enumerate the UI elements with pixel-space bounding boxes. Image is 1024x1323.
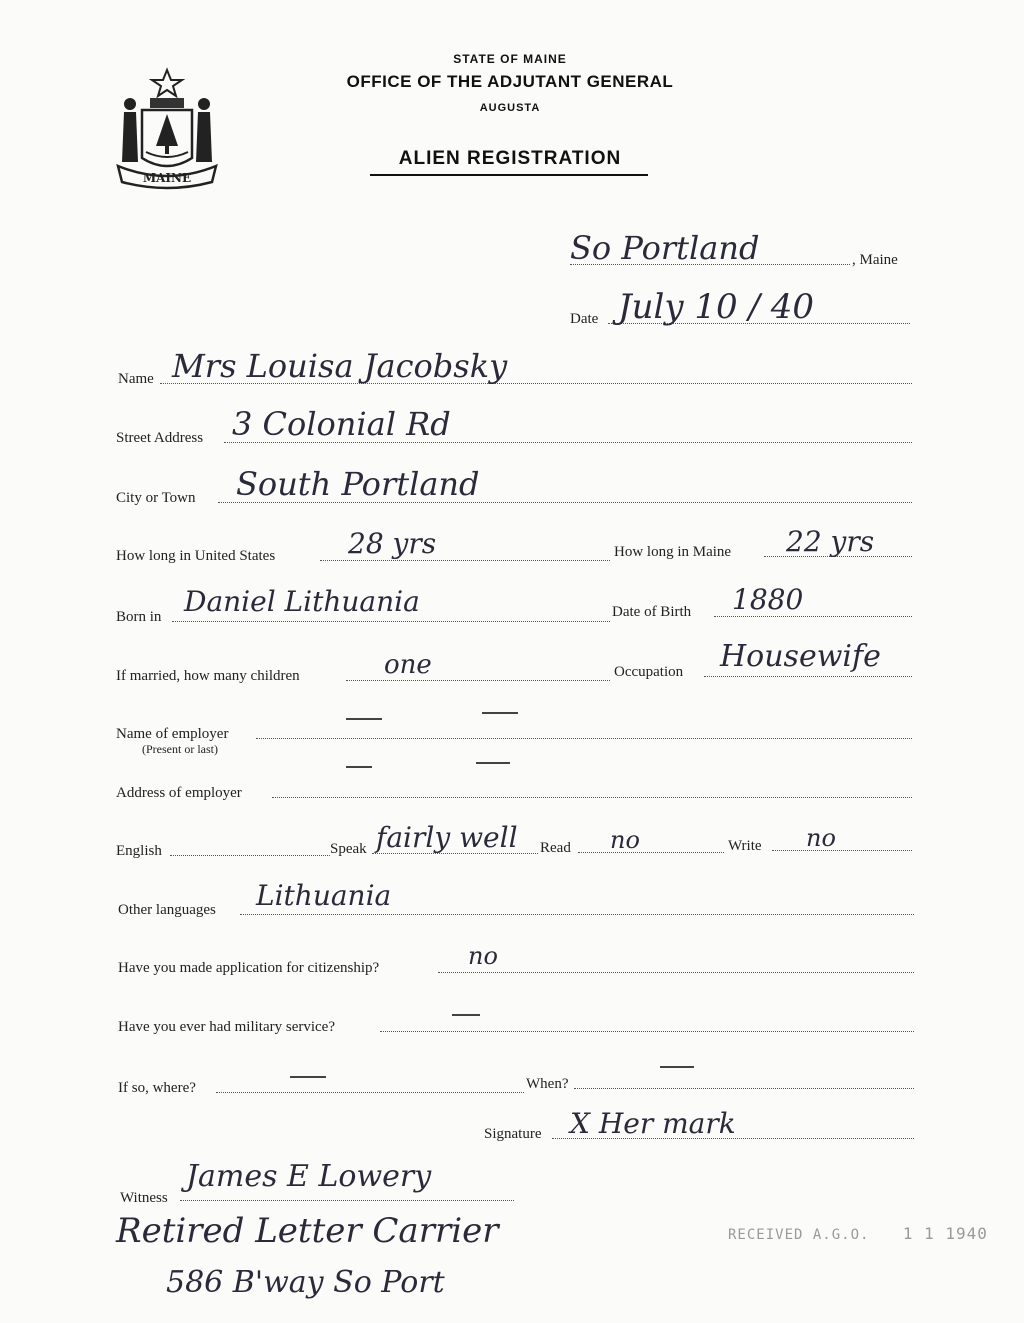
received-stamp-text: RECEIVED A.G.O. (728, 1227, 870, 1243)
form-title: ALIEN REGISTRATION (398, 148, 622, 169)
witness-address: 586 B'way So Port (166, 1265, 445, 1300)
military-line (380, 1031, 914, 1032)
children-line (346, 680, 610, 681)
employer-address-dash-1 (346, 766, 372, 768)
employer-dash-2 (482, 712, 518, 714)
witness-title: Retired Letter Carrier (116, 1211, 499, 1251)
employer-address-label: Address of employer (116, 785, 242, 801)
read-label: Read (540, 840, 571, 856)
where-label: If so, where? (118, 1080, 196, 1096)
us-duration-label: How long in United States (116, 548, 276, 564)
speak-label: Speak (330, 841, 367, 857)
employer-address-dash-2 (476, 762, 510, 764)
name-label: Name (118, 371, 154, 387)
employer-dash-1 (346, 718, 382, 720)
dob-label: Date of Birth (612, 604, 692, 620)
name-value: Mrs Louisa Jacobsky (172, 347, 508, 385)
speak-value: fairly well (376, 821, 518, 854)
where-line (216, 1092, 524, 1093)
maine-label: , Maine (852, 252, 898, 268)
header-city: AUGUSTA (479, 102, 541, 114)
employer-sublabel: (Present or last) (142, 742, 218, 756)
witness-line (180, 1200, 514, 1201)
citizenship-value: no (468, 942, 498, 970)
us-duration-value: 28 yrs (348, 527, 437, 560)
english-line (170, 855, 330, 856)
occupation-value: Housewife (720, 639, 881, 674)
city-value: South Portland (236, 465, 480, 503)
signature-value: X Her mark (570, 1107, 736, 1140)
received-stamp (728, 1224, 988, 1243)
read-value: no (610, 826, 640, 854)
write-label: Write (728, 838, 762, 854)
where-dash (290, 1076, 326, 1078)
header-state: STATE OF MAINE (453, 52, 567, 66)
when-label: When? (526, 1076, 569, 1092)
read-line (578, 852, 724, 853)
title-underline (370, 174, 648, 176)
when-dash (660, 1066, 694, 1068)
other-languages-line (240, 914, 914, 915)
military-dash (452, 1014, 480, 1016)
employer-label: Name of employer (116, 726, 229, 742)
other-languages-value: Lithuania (256, 879, 392, 912)
citizenship-line (438, 972, 914, 973)
received-stamp-date: 1 1 1940 (902, 1224, 988, 1243)
born-value: Daniel Lithuania (184, 585, 420, 618)
maine-duration-value: 22 yrs (786, 525, 875, 558)
english-label: English (116, 843, 162, 859)
street-value: 3 Colonial Rd (232, 405, 451, 443)
us-duration-line (320, 560, 610, 561)
write-line (772, 850, 912, 851)
town-value: So Portland (570, 229, 760, 267)
military-label: Have you ever had military service? (118, 1019, 335, 1035)
occupation-line (704, 676, 912, 677)
date-value: July 10 / 40 (618, 287, 815, 327)
employer-line (256, 738, 912, 739)
write-value: no (806, 824, 836, 852)
maine-state-seal-icon (112, 66, 222, 194)
citizenship-label: Have you made application for citizenship? (118, 960, 380, 976)
other-languages-label: Other languages (118, 902, 216, 918)
witness-value: James E Lowery (186, 1159, 432, 1194)
svg-text:MAINE: MAINE (142, 171, 192, 185)
children-label: If married, how many children (116, 668, 300, 684)
street-label: Street Address (116, 430, 204, 446)
signature-label: Signature (484, 1126, 542, 1142)
maine-duration-label: How long in Maine (614, 544, 732, 560)
children-value: one (384, 650, 432, 680)
dob-line (714, 616, 912, 617)
when-line (574, 1088, 914, 1089)
dob-value: 1880 (732, 583, 804, 616)
date-label: Date (570, 311, 599, 327)
occupation-label: Occupation (614, 664, 684, 680)
city-label: City or Town (116, 490, 196, 506)
header-office: OFFICE OF THE ADJUTANT GENERAL (346, 72, 674, 91)
born-label: Born in (116, 609, 162, 625)
employer-address-line (272, 797, 912, 798)
witness-label: Witness (120, 1190, 168, 1206)
born-line (172, 621, 610, 622)
